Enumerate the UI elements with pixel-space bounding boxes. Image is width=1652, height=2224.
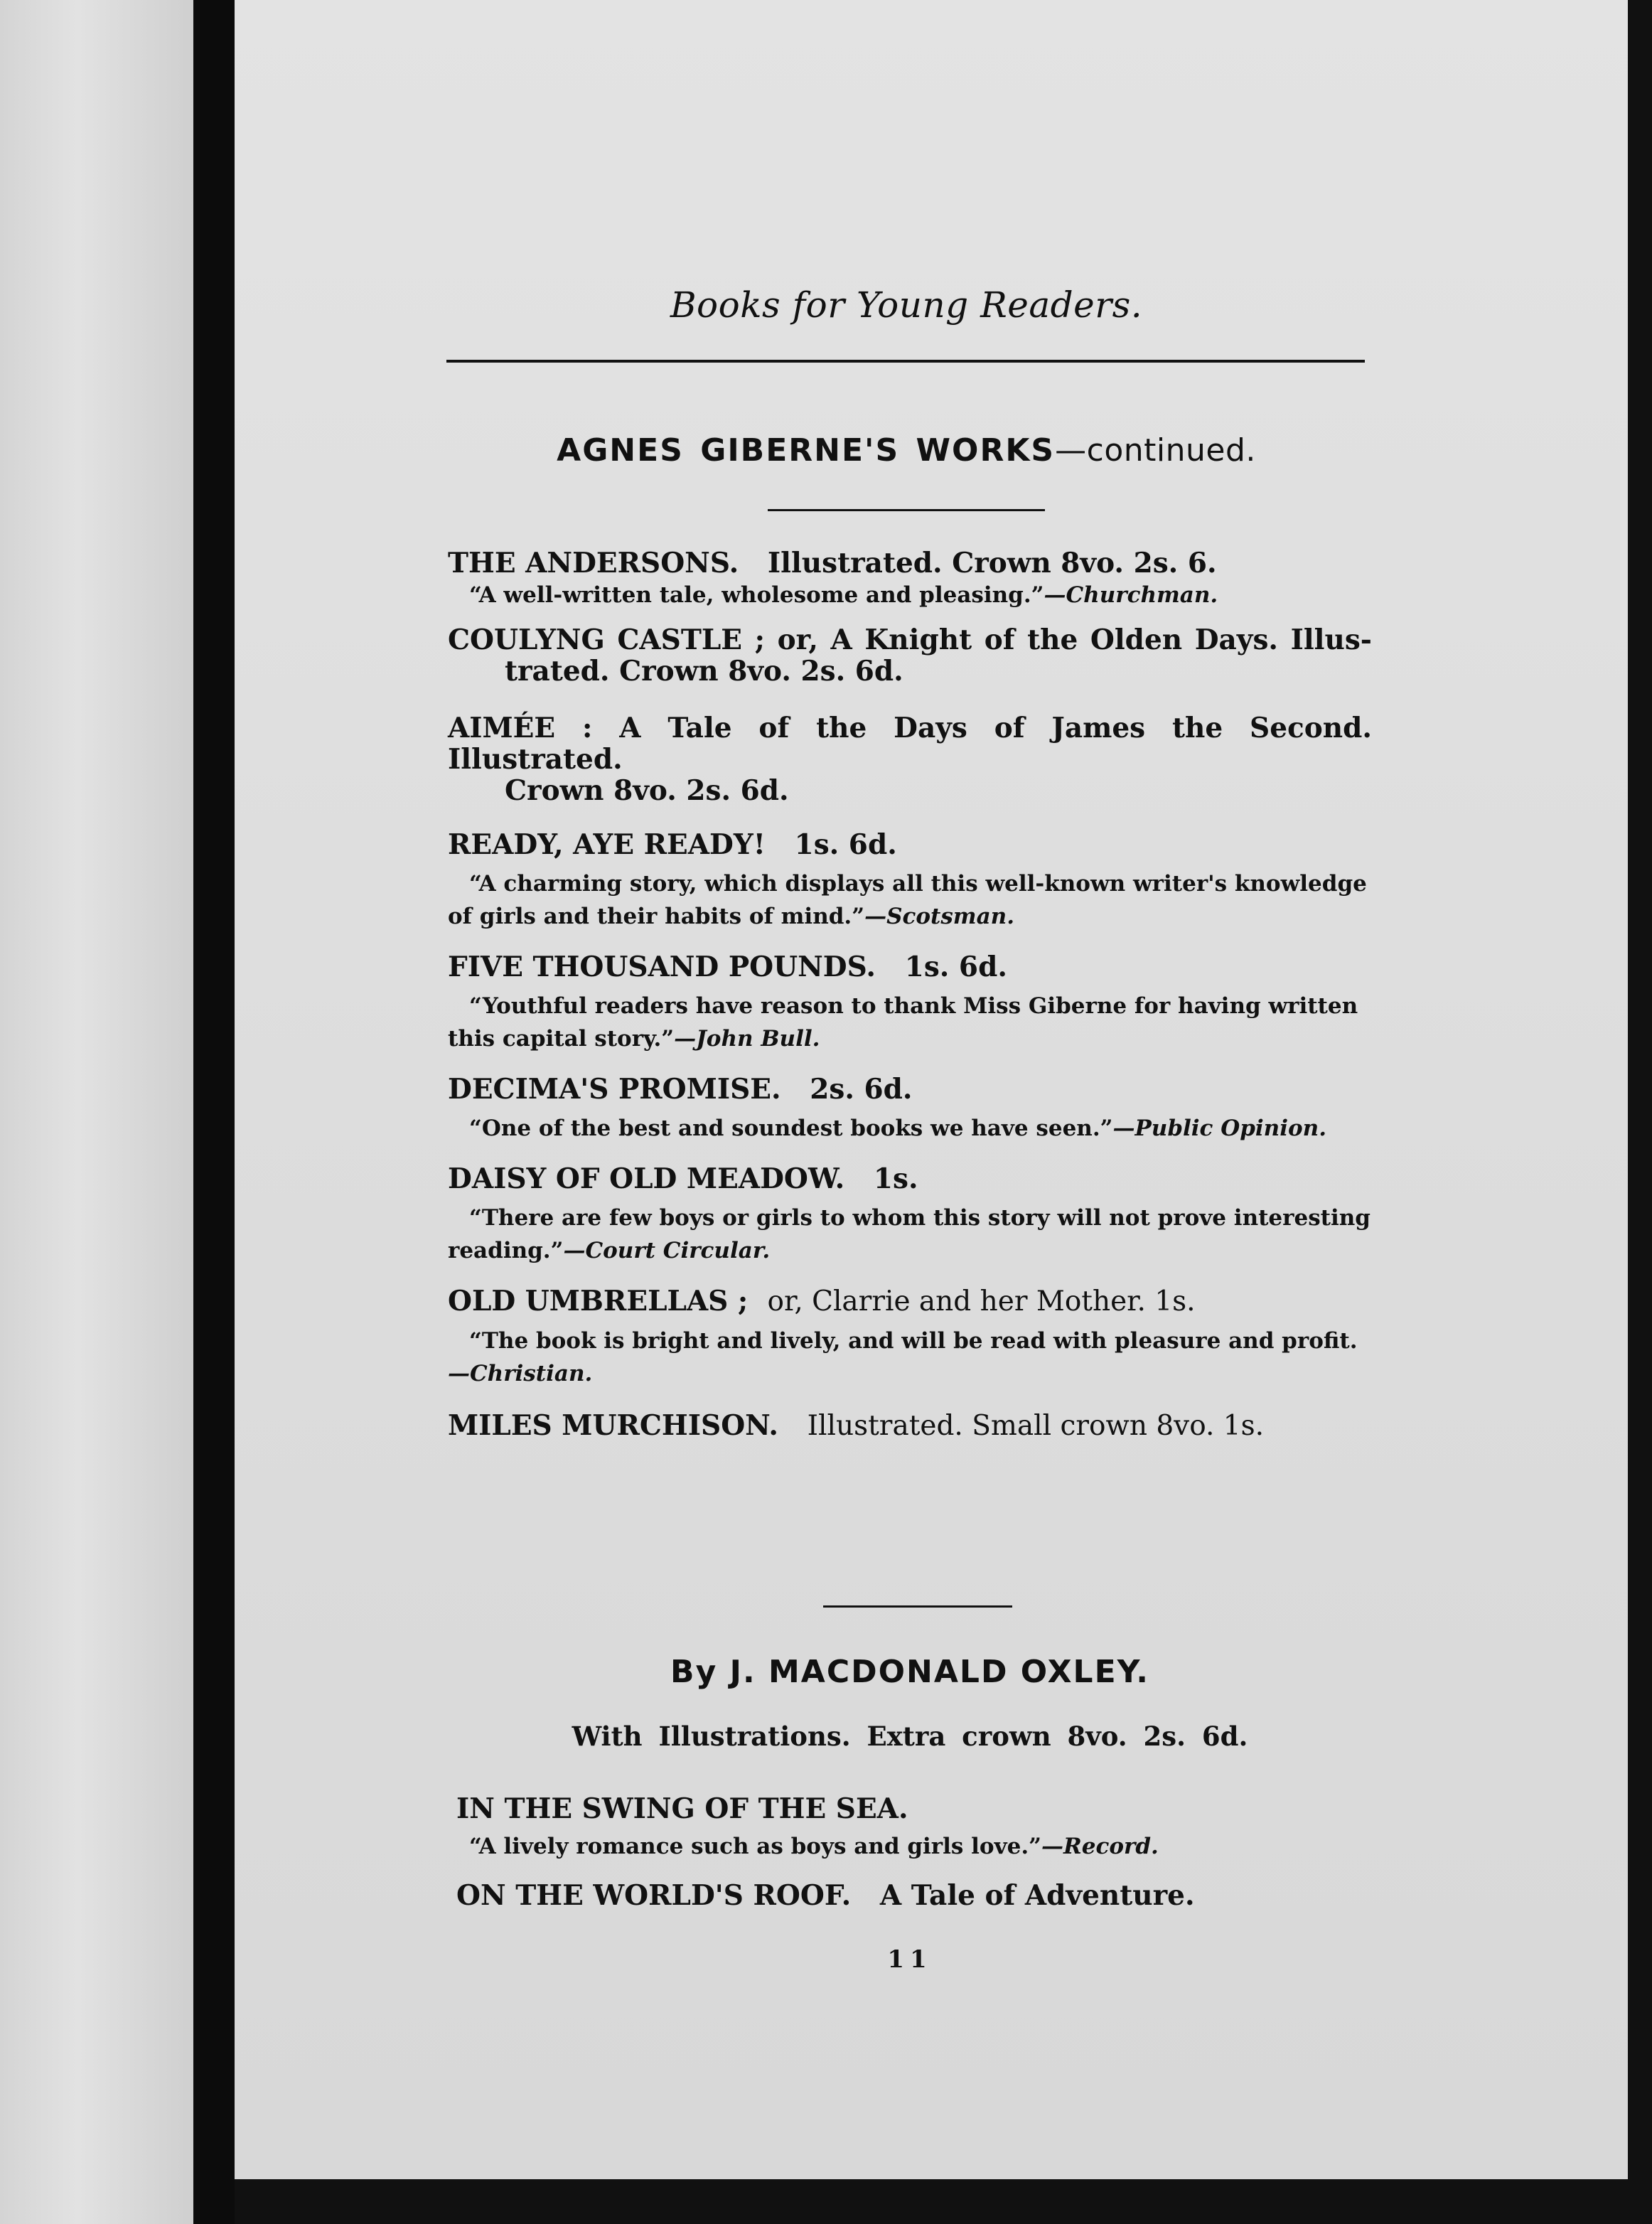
scan-border-right [1628, 0, 1652, 2224]
section-rule [768, 509, 1045, 511]
book-title: MILES MURCHISON. [448, 1409, 778, 1442]
book-review: “A charming story, which displays all this well-known writer's knowledge of girls and their habits of mind.”—Scotsman. [448, 871, 1367, 929]
book-title: OLD UMBRELLAS ; [448, 1285, 749, 1317]
book-review: “There are few boys or girls to whom this story will not prove interesting reading.”—Court Circular. [448, 1205, 1371, 1263]
review-source: —Churchman. [1044, 582, 1218, 608]
book-entry [448, 1163, 1372, 1267]
section-title-main: AGNES GIBERNE'S WORKS [557, 432, 1056, 469]
book-details: Illustrated. Small crown 8vo. 1s. [807, 1410, 1265, 1442]
review-source: —Christian. [448, 1361, 593, 1386]
book-entry [448, 1285, 1372, 1390]
book-title: DAISY OF OLD MEADOW. [448, 1162, 845, 1195]
scan-border-bottom [235, 2179, 1628, 2224]
book-title: COULYNG CASTLE ; or, A Knight of the Olden Days. [448, 624, 1279, 656]
book-entry [448, 712, 1372, 806]
book-title: READY, AYE READY! [448, 828, 766, 861]
book-details: Illustrated. Crown 8vo. 2s. 6. [767, 547, 1217, 579]
book-entry [448, 951, 1372, 1055]
book-title: DECIMA'S PROMISE. [448, 1073, 781, 1106]
oxley-book-list [448, 1793, 1372, 1911]
review-source: —Public Opinion. [1112, 1116, 1326, 1141]
book-details: 1s. [873, 1162, 918, 1195]
book-list [448, 547, 1372, 1442]
book-review: “One of the best and soundest books we have seen.”—Public Opinion. [469, 1116, 1326, 1141]
header-rule [446, 360, 1365, 363]
book-title: ON THE WORLD'S ROOF. [456, 1879, 852, 1912]
book-title: FIVE THOUSAND POUNDS. [448, 951, 876, 983]
book-title: IN THE SWING OF THE SEA. [456, 1792, 908, 1825]
review-source: —Record. [1041, 1834, 1159, 1859]
review-source: —John Bull. [674, 1026, 820, 1052]
section-title [448, 432, 1365, 469]
book-review: “A well-written tale, wholesome and pleasing.”—Churchman. [469, 582, 1218, 608]
book-review: “A lively romance such as boys and girls love.”—Record. [469, 1834, 1159, 1859]
author-edition-note: With Illustrations. Extra crown 8vo. 2s. 6d. [572, 1721, 1248, 1752]
book-details: A Tale of Adventure. [879, 1879, 1195, 1912]
book-details: 2s. 6d. [810, 1073, 913, 1106]
page-number: 11 [887, 1945, 933, 1974]
book-details: 1s. 6d. [904, 951, 1007, 983]
book-entry [448, 1410, 1372, 1442]
book-review: “Youthful readers have reason to thank Miss Giberne for having written this capital story.”—John Bull. [448, 993, 1358, 1052]
book-entry [448, 547, 1372, 611]
review-source: —Scotsman. [864, 904, 1014, 929]
book-gutter [193, 0, 235, 2224]
book-details: or, Clarrie and her Mother. 1s. [767, 1285, 1196, 1317]
facing-page-edge [0, 0, 193, 2224]
book-title: THE ANDERSONS. [448, 547, 739, 579]
book-entry [448, 1793, 1372, 1863]
book-entry [448, 1880, 1372, 1911]
book-title: AIMÉE : A Tale of the Days of James the Second. [448, 712, 1372, 744]
author-heading: By J. MACDONALD OXLEY. [670, 1654, 1149, 1690]
book-details: 1s. 6d. [794, 828, 897, 861]
running-head: Books for Young Readers. [670, 284, 1143, 326]
review-source: —Court Circular. [563, 1238, 771, 1263]
book-entry [448, 1074, 1372, 1145]
book-entry [448, 624, 1372, 687]
divider-rule [823, 1605, 1012, 1608]
book-details-continued: trated. Crown 8vo. 2s. 6d. [505, 655, 903, 688]
book-review: “The book is bright and lively, and will be read with pleasure and profit. [469, 1328, 1358, 1354]
book-entry [448, 829, 1372, 933]
book-details-continued: Crown 8vo. 2s. 6d. [505, 774, 789, 807]
section-title-tail: —continued. [1055, 432, 1256, 469]
book-details: Illus- [1290, 624, 1372, 656]
book-details: Illustrated. [448, 743, 623, 776]
